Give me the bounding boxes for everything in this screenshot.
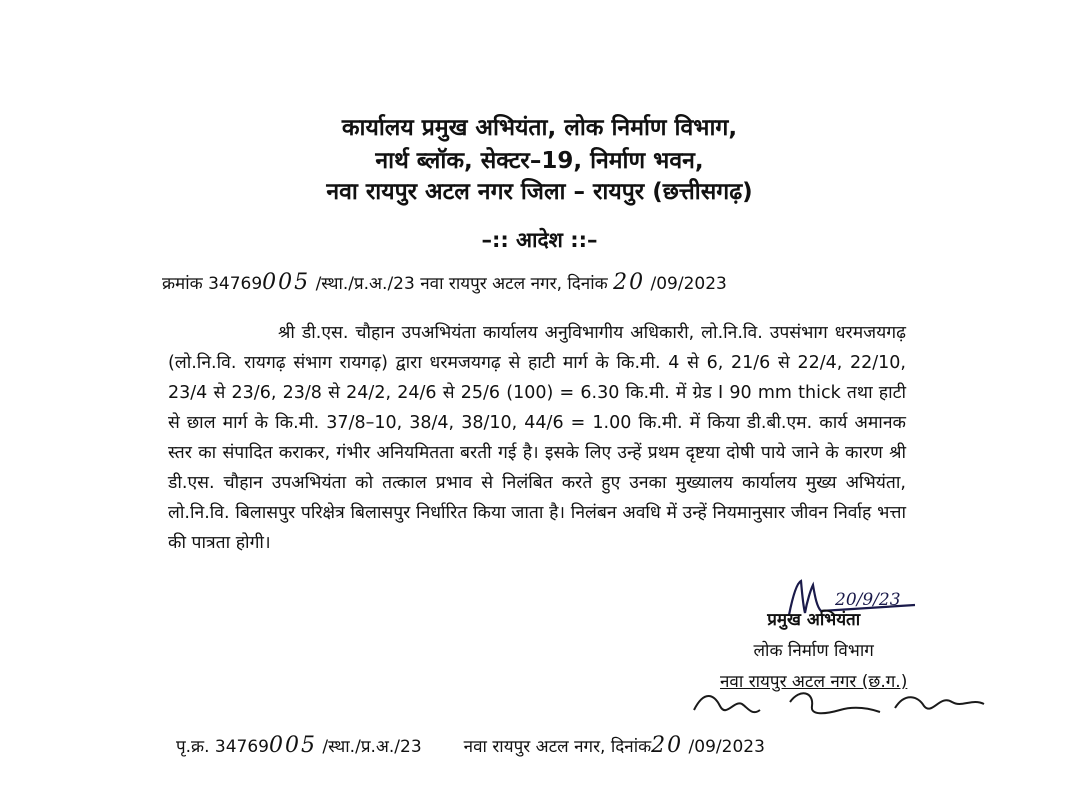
copy-section: /स्था./प्र.अ./23 <box>317 737 422 757</box>
copy-date-rest: /09/2023 <box>683 737 765 757</box>
office-name-line: कार्यालय प्रमुख अभियंता, लोक निर्माण विभाग, <box>341 115 738 141</box>
order-title: –:: आदेश ::– <box>481 228 598 252</box>
signature-hand-date: 20/9/23 <box>835 590 901 610</box>
order-reference-line <box>162 270 727 295</box>
copy-place-date: नवा रायपुर अटल नगर, दिनांक <box>463 737 652 757</box>
reference-section: /स्था./प्र.अ./23 नवा रायपुर अटल नगर, दिनांक <box>310 274 614 294</box>
copy-prefix: पृ.क्र. 34769 <box>176 737 270 757</box>
copy-reference-line <box>176 733 765 758</box>
copy-hand-number: 005 <box>269 733 318 758</box>
reference-hand-number: 005 <box>262 270 311 295</box>
handwritten-initials <box>690 680 990 726</box>
copy-hand-day: 20 <box>651 733 684 758</box>
order-body <box>168 318 906 558</box>
reference-prefix: क्रमांक 34769 <box>162 274 263 294</box>
office-city-line: नवा रायपुर अटल नगर जिला – रायपुर (छत्तीसगढ़) <box>326 179 753 205</box>
office-address-line: नार्थ ब्लॉक, सेक्टर–19, निर्माण भवन, <box>375 148 704 174</box>
signatory-department: लोक निर्माण विभाग <box>753 641 874 661</box>
order-body-text: श्री डी.एस. चौहान उपअभियंता कार्यालय अनुविभागीय अधिकारी, लो.नि.वि. उपसंभाग धरमजयगढ़ (लो.नि.वि. रायगढ़ संभाग रायगढ़) द्वारा धरमजयगढ़ से हाटी मार्ग के कि.मी. 4 से 6, 21/6 से 22/4, 22/10, 23/4 से 23/6, 23/8 से 24/2, 24/6 से 25/6 (100) = 6.30 कि.मी. में ग्रेड I 90 mm thick तथा हाटी से छाल मार्ग के कि.मी. 37/8–10, 38/4, 38/10, 44/6 = 1.00 कि.मी. में किया डी.बी.एम. कार्य अमानक स्तर का संपादित कराकर, गंभीर अनियमितता बरती गई है। इसके लिए उन्हें प्रथम दृष्टया दोषी पाये जाने के कारण श्री डी.एस. चौहान उपअभियंता को तत्काल प्रभाव से निलंबित करते हुए उनका मुख्यालय कार्यालय मुख्य अभियंता, लो.नि.वि. बिलासपुर परिक्षेत्र बिलासपुर निर्धारित किया जाता है। निलंबन अवधि में उन्हें नियमानुसार जीवन निर्वाह भत्ता की पात्रता होगी। <box>168 323 906 553</box>
reference-hand-day: 20 <box>613 270 646 295</box>
signatory-designation: प्रमुख अभियंता <box>767 610 861 630</box>
reference-date-rest: /09/2023 <box>645 274 727 294</box>
signatory-place: नवा रायपुर अटल नगर (छ.ग.) <box>720 672 908 692</box>
